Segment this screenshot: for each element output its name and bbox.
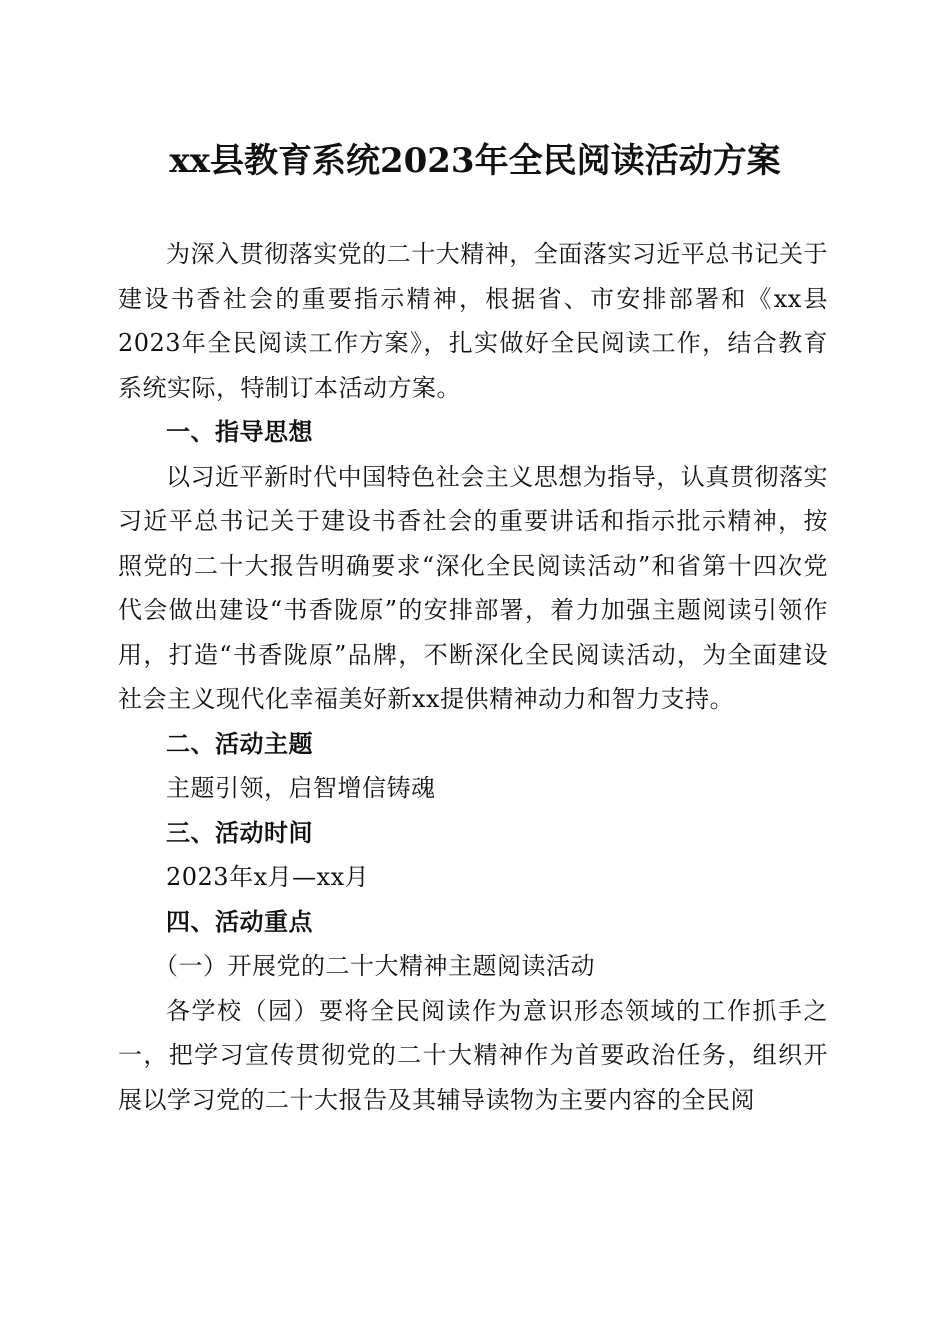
section-heading-guiding-ideology: 一、指导思想: [166, 418, 313, 446]
section-heading-activity-time: 三、活动时间: [166, 818, 313, 847]
subsection-heading-theme-reading: （一）开展党的二十大精神主题阅读活动: [154, 952, 595, 980]
subsection-body-theme-reading: 各学校（园）要将全民阅读作为意识形态领域的工作抓手之一，把学习宣传贯彻党的二十大精神作为首要政治任务，组织开展以学习党的二十大报告及其辅导读物为主要内容的全民阅: [118, 996, 828, 1114]
document-body: [118, 232, 828, 1122]
section-body-activity-theme: 主题引领，启智增信铸魂: [166, 774, 436, 802]
section-body-guiding-ideology: 以习近平新时代中国特色社会主义思想为指导，认真贯彻落实习近平总书记关于建设书香社会的重要讲话和指示批示精神，按照党的二十大报告明确要求“深化全民阅读活动”和省第十四次党代会做出建设“书香陇原”的安排部署，着力加强主题阅读引领作用，打造“书香陇原”品牌，不断深化全民阅读活动，为全面建设社会主义现代化幸福美好新xx提供精神动力和智力支持。: [118, 462, 828, 713]
section-heading-activity-focus: 四、活动重点: [166, 907, 313, 936]
section-body-activity-time: 2023年x月—xx月: [166, 863, 370, 891]
section-heading-activity-theme: 二、活动主题: [166, 729, 313, 758]
intro-paragraph: 为深入贯彻落实党的二十大精神，全面落实习近平总书记关于建设书香社会的重要指示精神，根据省、市安排部署和《xx县2023年全民阅读工作方案》，扎实做好全民阅读工作，结合教育系统实际，特制订本活动方案。: [118, 240, 828, 402]
document-title: xx县教育系统2023年全民阅读活动方案: [169, 141, 781, 181]
